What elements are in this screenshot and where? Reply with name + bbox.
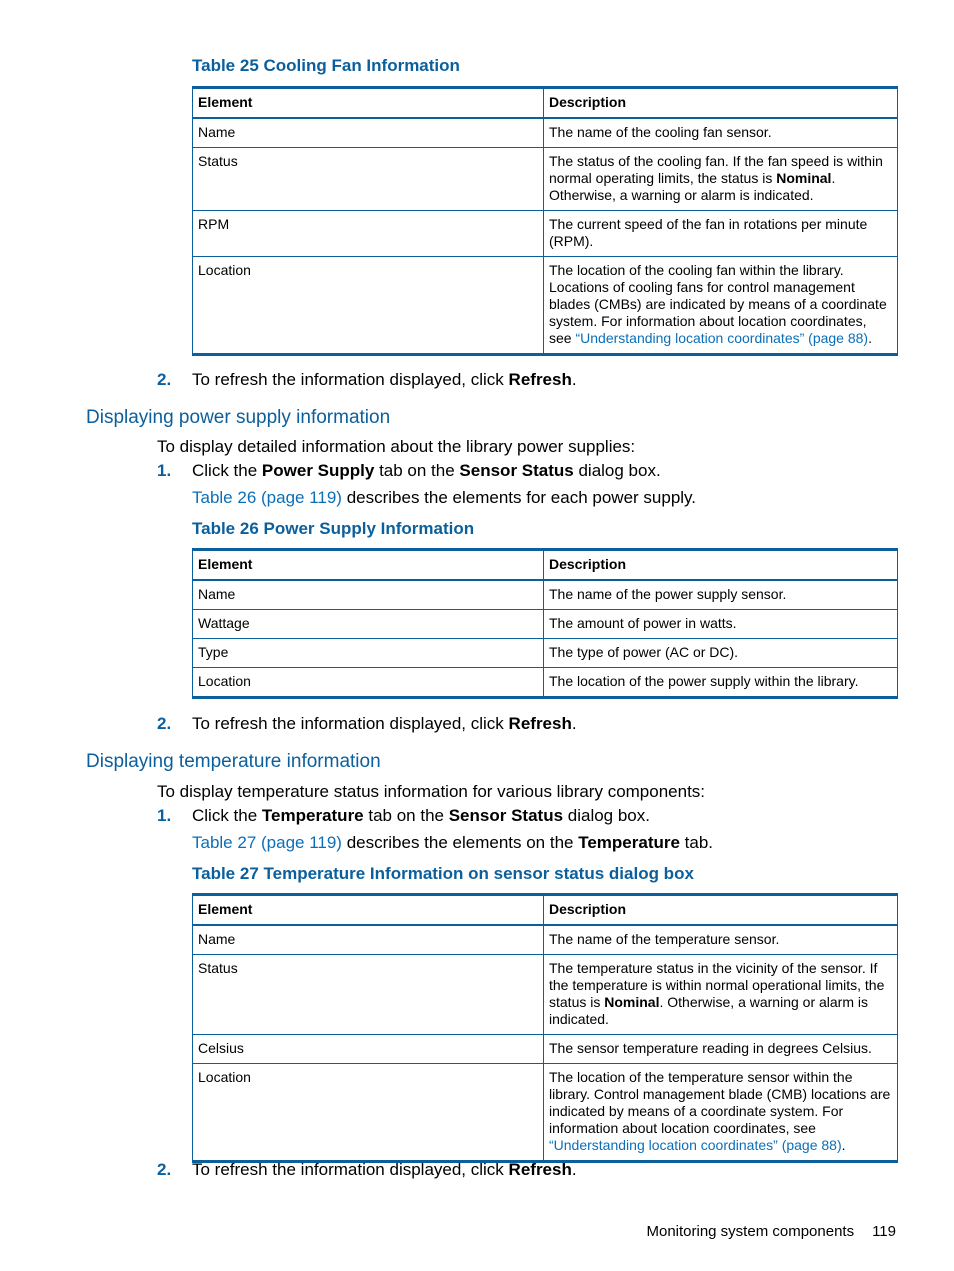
refresh-step-text (192, 714, 577, 734)
column-header-element: Element (193, 88, 544, 119)
temperature-table (192, 893, 898, 1163)
description-text: . Otherwise, a warning or alarm is indicated. (549, 170, 836, 203)
table-header-row (193, 550, 898, 581)
power-supply-term: Power Supply (261, 461, 375, 480)
ref-text: describes the elements for each power supply. (341, 488, 697, 507)
sensor-status-term: Sensor Status (459, 461, 574, 480)
step-text-end: . (571, 1160, 577, 1179)
element-cell: Location (193, 1064, 544, 1162)
description-text: The location of the temperature sensor within the library. Control management blade (CMB) locations are indicated by means of a coordinate system. For information about location coordinates, see (549, 1069, 891, 1136)
description-cell (544, 1064, 898, 1162)
step-text-end: . (571, 370, 577, 389)
table25-caption: Table 25 Cooling Fan Information (192, 56, 460, 75)
step-text: Click the (192, 461, 262, 480)
element-cell: Type (193, 639, 544, 668)
temperature-term: Temperature (578, 833, 680, 852)
description-cell: The amount of power in watts. (544, 610, 898, 639)
table26-link[interactable]: Table 26 (page 119) (192, 488, 342, 507)
element-cell: Location (193, 668, 544, 698)
step-number: 2. (157, 370, 172, 389)
column-header-description: Description (544, 895, 898, 926)
element-cell: Name (193, 925, 544, 955)
temperature-term: Temperature (261, 806, 364, 825)
location-coordinates-link[interactable]: “Understanding location coordinates” (page 88) (549, 1137, 842, 1153)
temperature-intro: To display temperature status information for various library components: (157, 782, 706, 801)
table-row (193, 610, 898, 639)
step-text: dialog box. (573, 461, 661, 480)
element-cell: RPM (193, 211, 544, 257)
table-row (193, 1064, 898, 1162)
table-row (193, 955, 898, 1035)
description-cell (544, 148, 898, 211)
table-row (193, 668, 898, 698)
table27-caption: Table 27 Temperature Information on sensor status dialog box (192, 864, 694, 883)
description-cell (544, 257, 898, 355)
step-number: 1. (157, 461, 172, 480)
description-cell: The name of the power supply sensor. (544, 580, 898, 610)
description-text: . (841, 1137, 846, 1153)
element-cell: Status (193, 955, 544, 1035)
step-number: 2. (157, 714, 172, 733)
description-cell: The location of the power supply within the library. (544, 668, 898, 698)
step-text: tab on the (363, 806, 449, 825)
page-footer (646, 1223, 896, 1240)
table-row (193, 118, 898, 148)
step-number: 2. (157, 1160, 172, 1179)
description-text: . (868, 330, 872, 346)
sensor-status-term: Sensor Status (448, 806, 564, 825)
table-row (193, 639, 898, 668)
refresh-step-text (192, 1160, 577, 1180)
description-text: The location of the cooling fan within the library. Locations of cooling fans for control management blades (CMBs) are indicated by means of a coordinate system. For information about location coordinates, see (549, 262, 887, 346)
refresh-term: Refresh (508, 370, 572, 389)
step-text: Click the (192, 806, 262, 825)
step-text: To refresh the information displayed, click (192, 370, 509, 389)
page-number: 119 (872, 1223, 896, 1240)
table26-caption: Table 26 Power Supply Information (192, 519, 475, 538)
location-coordinates-link[interactable]: “Understanding location coordinates” (page 88) (575, 330, 869, 346)
column-header-description: Description (544, 88, 898, 119)
nominal-term: Nominal (604, 994, 660, 1010)
column-header-element: Element (193, 895, 544, 926)
column-header-description: Description (544, 550, 898, 581)
table-row (193, 211, 898, 257)
ref-text: describes the elements on the (341, 833, 579, 852)
element-cell: Wattage (193, 610, 544, 639)
element-cell: Celsius (193, 1035, 544, 1064)
table27-link[interactable]: Table 27 (page 119) (192, 833, 342, 852)
table-row (193, 580, 898, 610)
column-header-element: Element (193, 550, 544, 581)
step-text: dialog box. (563, 806, 650, 825)
step-text-end: . (571, 714, 577, 733)
refresh-term: Refresh (508, 714, 572, 733)
power-supply-table (192, 548, 898, 699)
description-text: . Otherwise, a warning or alarm is indicated. (549, 994, 869, 1027)
element-cell: Location (193, 257, 544, 355)
description-text: The temperature status in the vicinity of the sensor. If the temperature is within normal operational limits, the status is (549, 960, 885, 1010)
step-number: 1. (157, 806, 172, 825)
footer-section-title: Monitoring system components (646, 1223, 855, 1240)
table-row (193, 148, 898, 211)
table-row (193, 925, 898, 955)
step-text: To refresh the information displayed, click (192, 714, 509, 733)
description-cell: The sensor temperature reading in degrees Celsius. (544, 1035, 898, 1064)
element-cell: Status (193, 148, 544, 211)
element-cell: Name (193, 118, 544, 148)
power-ref-text (192, 488, 696, 508)
step-text: tab on the (374, 461, 460, 480)
table-row (193, 1035, 898, 1064)
temperature-section-heading: Displaying temperature information (86, 751, 381, 772)
table-header-row (193, 895, 898, 926)
description-cell: The current speed of the fan in rotations per minute (RPM). (544, 211, 898, 257)
refresh-step-text (192, 370, 577, 390)
step-text: To refresh the information displayed, click (192, 1160, 509, 1179)
cooling-fan-table (192, 86, 898, 356)
refresh-term: Refresh (508, 1160, 572, 1179)
power-section-heading: Displaying power supply information (86, 407, 391, 428)
description-cell: The name of the temperature sensor. (544, 925, 898, 955)
element-cell: Name (193, 580, 544, 610)
table-header-row (193, 88, 898, 119)
temperature-ref-text (192, 833, 713, 853)
description-cell (544, 955, 898, 1035)
power-step1-text (192, 461, 661, 481)
temperature-step1-text (192, 806, 650, 826)
nominal-term: Nominal (776, 170, 832, 186)
description-text: The status of the cooling fan. If the fan speed is within normal operating limits, the status is (549, 153, 883, 186)
description-cell: The type of power (AC or DC). (544, 639, 898, 668)
table-row (193, 257, 898, 355)
ref-text-end: tab. (679, 833, 714, 852)
description-cell: The name of the cooling fan sensor. (544, 118, 898, 148)
power-intro: To display detailed information about the library power supplies: (157, 437, 636, 456)
